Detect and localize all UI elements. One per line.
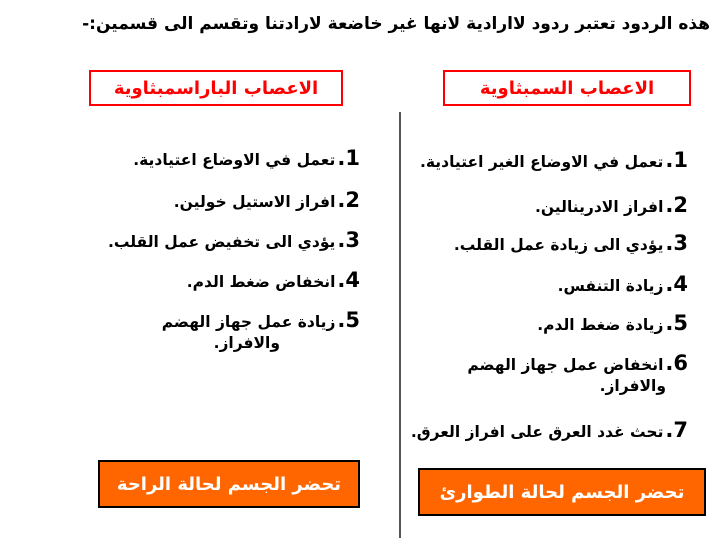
list-item: 3.يؤدي الى تخفيض عمل القلب.	[107, 228, 360, 252]
parasympathetic-footer: تحضر الجسم لحالة الراحة	[98, 460, 360, 508]
list-item: 5.زيادة ضغط الدم.	[537, 311, 688, 335]
list-item: 2.افراز الادرينالين.	[534, 193, 688, 217]
list-item: 2.افراز الاستيل خولين.	[173, 188, 360, 212]
list-item: 4.زيادة التنفس.	[557, 272, 688, 296]
list-item: 3.يؤدي الى زيادة عمل القلب.	[453, 231, 688, 255]
list-item: 1.تعمل في الاوضاع اعتيادية.	[133, 146, 360, 170]
parasympathetic-heading: الاعصاب الباراسمبثاوية	[89, 70, 343, 106]
sympathetic-list	[405, 150, 688, 450]
list-item: 1.تعمل في الاوضاع الغير اعتيادية.	[420, 148, 688, 172]
list-item: 4.انخفاض ضغط الدم.	[186, 268, 360, 292]
parasympathetic-list	[60, 148, 360, 368]
list-item: 5.زيادة عمل جهاز الهضم والافراز.	[161, 308, 360, 352]
list-item: 6.انخفاض عمل جهاز الهضم والافراز.	[467, 351, 688, 395]
list-item: 7.تحث غدد العرق على افراز العرق.	[410, 418, 688, 442]
sympathetic-heading: الاعصاب السمبثاوية	[443, 70, 691, 106]
page-title: هذه الردود تعتبر ردود لاارادية لانها غير خاضعة لارادتنا وتقسم الى قسمين:-	[82, 14, 710, 34]
sympathetic-footer: تحضر الجسم لحالة الطوارئ	[418, 468, 706, 516]
column-divider	[399, 112, 401, 538]
